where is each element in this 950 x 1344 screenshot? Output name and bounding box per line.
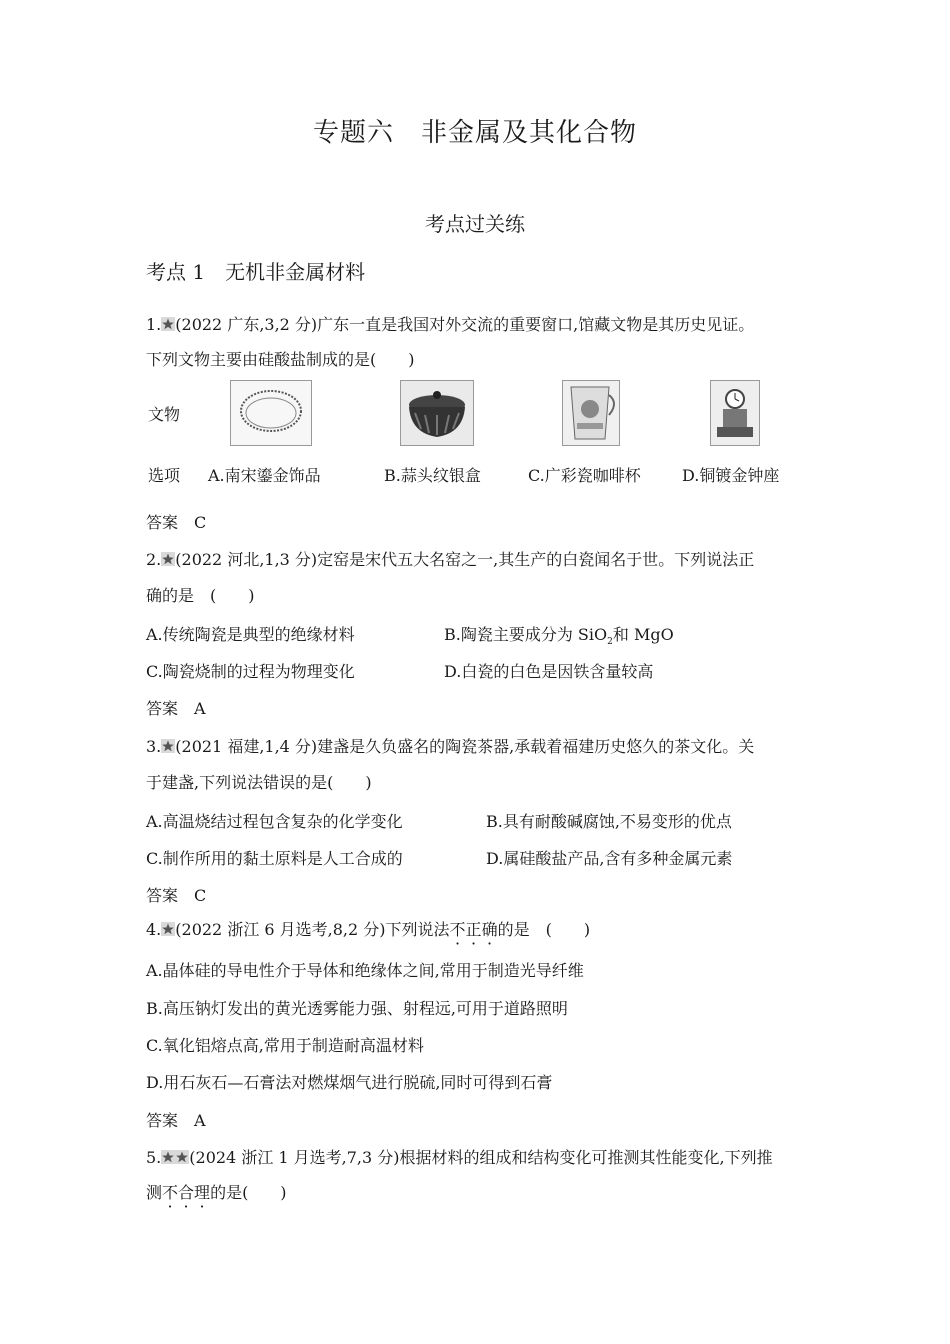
question-number: 3. (146, 737, 162, 756)
option-b: B.高压钠灯发出的黄光透雾能力强、射程远,可用于道路照明 (146, 999, 568, 1018)
option-a: A.高温烧结过程包含复杂的化学变化 (146, 812, 403, 831)
difficulty-star-icon (161, 922, 175, 936)
question-number: 2. (146, 550, 162, 569)
answer: 答案 A (146, 699, 206, 718)
question-2-stem: 2. (2022 河北,1,3 分)定窑是宋代五大名窑之一,其生产的白瓷闻名于世。下列说法正 (146, 550, 755, 569)
option-c: C.广彩瓷咖啡杯 (528, 466, 641, 485)
question-number: 1. (146, 315, 162, 334)
option-a: A.传统陶瓷是典型的绝缘材料 (146, 625, 355, 644)
option-d: D.铜镀金钟座 (682, 466, 780, 485)
question-4-stem: 4. (2022 浙江 6 月选考,8,2 分)下列说法不正确的是 ( ) (146, 920, 591, 939)
question-1-stem-cont: 下列文物主要由硅酸盐制成的是( ) (146, 350, 415, 369)
option-c: C.氧化铝熔点高,常用于制造耐高温材料 (146, 1036, 424, 1055)
question-number: 4. (146, 920, 162, 939)
option-c: C.陶瓷烧制的过程为物理变化 (146, 662, 355, 681)
emphasis-char: 确 (481, 920, 498, 939)
question-5-stem: 5. (2024 浙江 1 月选考,7,3 分)根据材料的组成和结构变化可推测其性能变化,下列推 (146, 1148, 773, 1167)
artifact-row-label: 文物 (148, 405, 181, 424)
option-a: A.南宋鎏金饰品 (208, 466, 321, 485)
option-b: B.陶瓷主要成分为 SiO$_2$和 MgO (444, 625, 674, 648)
emphasis-char: 正 (465, 920, 482, 939)
option-d: D.属硅酸盐产品,含有多种金属元素 (486, 849, 733, 868)
question-5-stem-cont: 测不合理的是( ) (146, 1183, 287, 1202)
option-b: B.具有耐酸碱腐蚀,不易变形的优点 (486, 812, 732, 831)
emphasis-char: 理 (194, 1183, 211, 1202)
necklace-image (230, 380, 312, 446)
emphasis-char: 合 (178, 1183, 195, 1202)
question-1-stem: 1. (2022 广东,3,2 分)广东一直是我国对外交流的重要窗口,馆藏文物是其历史见证。 (146, 315, 755, 334)
section-subtitle: 考点过关练 (425, 212, 525, 236)
option-c: C.制作所用的黏土原料是人工合成的 (146, 849, 403, 868)
question-3-stem: 3. (2021 福建,1,4 分)建盏是久负盛名的陶瓷茶器,承载着福建历史悠久的茶文化。关 (146, 737, 755, 756)
option-d: D.白瓷的白色是因铁含量较高 (444, 662, 654, 681)
question-2-stem-cont: 确的是 ( ) (146, 586, 255, 605)
page-title: 专题六 非金属及其化合物 (312, 118, 637, 148)
difficulty-star-icon (161, 739, 175, 753)
emphasis-char: 不 (162, 1183, 179, 1202)
option-row-label: 选项 (148, 466, 181, 485)
clock-stand-image (710, 380, 760, 446)
question-number: 5. (146, 1148, 162, 1167)
option-b: B.蒜头纹银盒 (384, 466, 481, 485)
answer: 答案 C (146, 886, 207, 905)
topic-heading: 考点 1 无机非金属材料 (146, 260, 366, 284)
answer: 答案 C (146, 513, 207, 532)
silver-box-image (400, 380, 474, 446)
option-d: D.用石灰石—石膏法对燃煤烟气进行脱硫,同时可得到石膏 (146, 1073, 553, 1092)
difficulty-star-icon (175, 1150, 189, 1164)
difficulty-star-icon (161, 1150, 175, 1164)
option-a: A.晶体硅的导电性介于导体和绝缘体之间,常用于制造光导纤维 (146, 961, 584, 980)
emphasis-char: 不 (449, 920, 466, 939)
question-3-stem-cont: 于建盏,下列说法错误的是( ) (146, 773, 372, 792)
porcelain-cup-image (562, 380, 620, 446)
difficulty-star-icon (161, 552, 175, 566)
difficulty-star-icon (161, 317, 175, 331)
answer: 答案 A (146, 1111, 206, 1130)
